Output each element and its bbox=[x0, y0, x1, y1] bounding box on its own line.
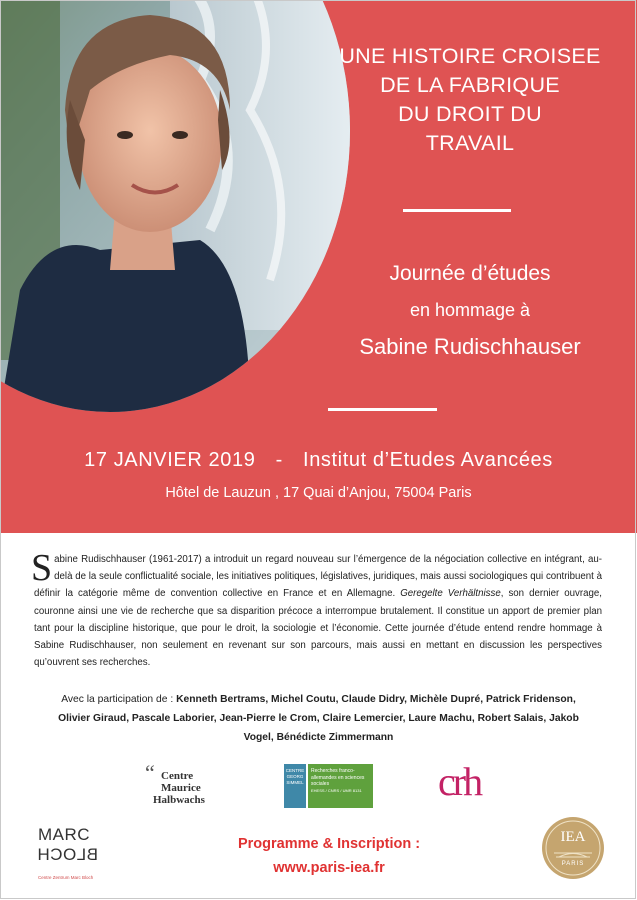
cms-sub: EHESS / CNRS / UMR 8131 bbox=[311, 787, 362, 793]
title-line: DU DROIT DU bbox=[398, 102, 542, 126]
biography-text bbox=[31, 547, 602, 671]
event-venue: Institut d’Etudes Avancées bbox=[303, 449, 553, 471]
bio-part-2: , son dernier ouvrage, couronne ainsi une vie de recherche que sa disparition précoce a interrompue brutalement. Il constitue un apport de premier plan tant pour la discipline historique, que pour le droit, la sociologie et l’économie. Cette journée d’étude entend rendre hommage à Sabine Rudischhauser, non seulement en revenant sur son parcours, mais aussi en mettant en discussion les perspectives qu’ouvrent ses recherches. bbox=[34, 588, 602, 669]
event-title bbox=[318, 42, 622, 158]
cmh-line-2: Maurice bbox=[161, 782, 201, 794]
title-line: UNE HISTOIRE CROISEE bbox=[339, 44, 601, 68]
participants-names: Kenneth Bertrams, Michel Coutu, Claude Didry, Michèle Dupré, Patrick Fridenson, Olivier Giraud, Pascale Laborier, Jean-Pierre le Crom, Claire Lemercier, Laure Machu, Robert Salais, Jakob Vogel, Bénédicte Zimmermann bbox=[58, 694, 579, 743]
date-separator: - bbox=[275, 449, 283, 471]
cmh-line-1: Centre bbox=[161, 770, 194, 782]
website-link[interactable]: www.paris-iea.fr bbox=[273, 860, 385, 876]
book-title: Geregelte Verhältnisse bbox=[400, 588, 501, 600]
logo-centre-georg-simmel bbox=[284, 764, 373, 814]
title-line: DE LA FABRIQUE bbox=[380, 73, 560, 97]
mb-sub: Centre Zentrum Marc Bloch bbox=[38, 875, 94, 880]
logo-marc-bloch bbox=[38, 827, 118, 887]
quote-icon: “ bbox=[145, 760, 155, 785]
bio-part-1: abine Rudischhauser (1961-2017) a introduit un regard nouveau sur l’émergence de la négociation collective en intégrant, au-delà de la seule conflictualité sociale, les initiatives politiques, législatives, juridiques, mais aussi sociologiques qui contribuent à définir la catégorie même de convention collective en France et en Allemagne. bbox=[34, 554, 602, 600]
iea-name: IEA bbox=[560, 829, 586, 845]
program-info bbox=[212, 832, 446, 880]
title-divider bbox=[403, 209, 511, 212]
logo-crh: crh bbox=[438, 759, 481, 804]
cms-blue-box: CENTRE GEORG SIMMEL bbox=[284, 764, 306, 808]
title-line: TRAVAIL bbox=[425, 131, 515, 155]
subtitle-journee: Journée d’études bbox=[389, 262, 551, 285]
iea-emblem bbox=[542, 817, 604, 879]
dropcap: S bbox=[31, 547, 53, 589]
cms-text: Recherches franco-allemandes en sciences sociales bbox=[311, 768, 365, 787]
mb-line-1: MARC bbox=[38, 825, 91, 844]
participants-list bbox=[52, 690, 585, 747]
participants-intro: Avec la participation de : bbox=[61, 694, 177, 705]
event-date: 17 JANVIER 2019 bbox=[84, 449, 256, 471]
subtitle-name: Sabine Rudischhauser bbox=[359, 334, 581, 359]
date-venue-row bbox=[0, 449, 637, 472]
cms-green-box bbox=[308, 764, 373, 808]
program-label: Programme & Inscription : bbox=[237, 836, 421, 852]
mb-line-2: BLOCH bbox=[36, 845, 98, 864]
logo-iea-paris bbox=[542, 817, 604, 879]
subtitle-divider bbox=[328, 408, 437, 411]
portrait-photo bbox=[0, 0, 350, 412]
event-address: Hôtel de Lauzun , 17 Quai d’Anjou, 75004 Paris bbox=[165, 485, 472, 501]
logo-centre-maurice-halbwachs bbox=[145, 760, 235, 809]
subtitle-hommage: en hommage à bbox=[409, 300, 531, 320]
cmh-line-3: Halbwachs bbox=[153, 794, 205, 806]
iea-city: PARIS bbox=[561, 861, 585, 867]
